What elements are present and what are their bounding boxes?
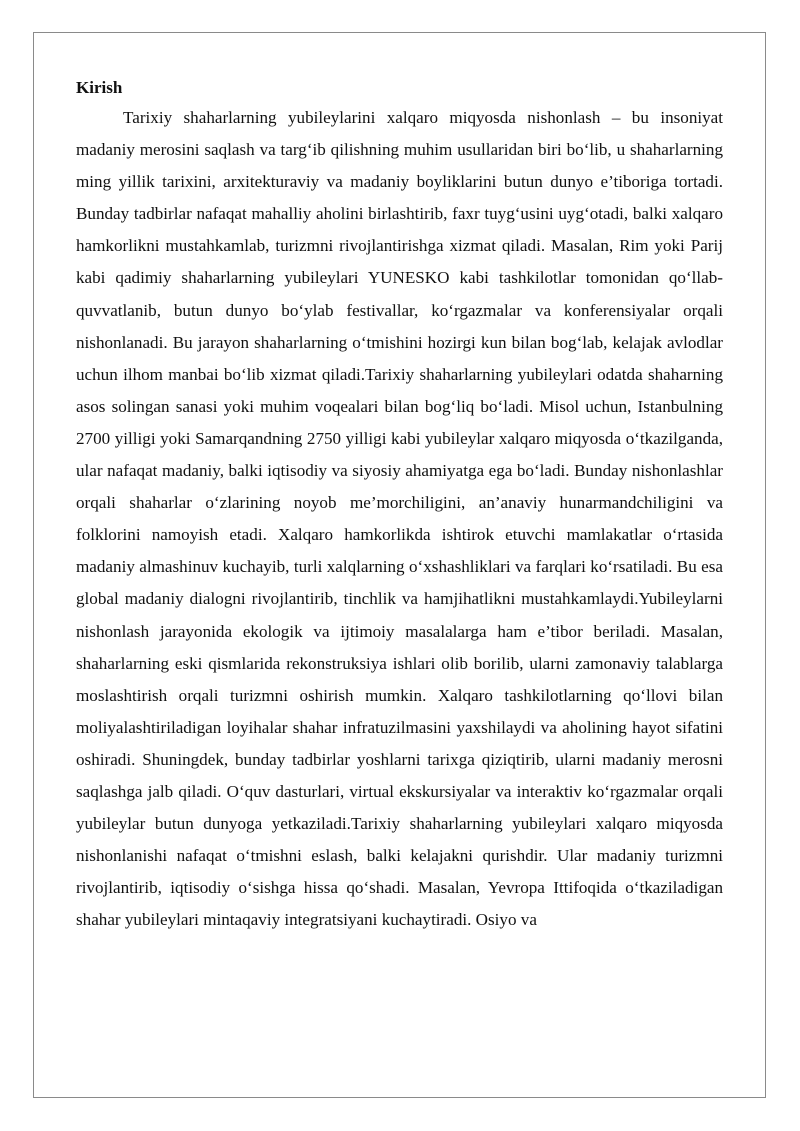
section-heading: Kirish [76,78,123,97]
document-body [76,74,723,936]
body-paragraph: Tarixiy shaharlarning yubileylarini xalqaro miqyosda nishonlash – bu insoniyat madaniy merosini saqlash va targ‘ib qilishning muhim usullaridan biri bo‘lib, u shaharlarning ming yillik tarixini, arxitekturaviy va madaniy boyliklarini butun dunyo e’tiboriga tortadi. Bunday tadbirlar nafaqat mahalliy aholini birlashtirib, faxr tuyg‘usini uyg‘otadi, balki xalqaro hamkorlikni mustahkamlab, turizmni rivojlantirishga xizmat qiladi. Masalan, Rim yoki Parij kabi qadimiy shaharlarning yubileylari YUNESKO kabi tashkilotlar tomonidan qo‘llab-quvvatlanib, butun dunyo bo‘ylab festivallar, ko‘rgazmalar va konferensiyalar orqali nishonlanadi. Bu jarayon shaharlarning o‘tmishini hozirgi kun bilan bog‘lab, kelajak avlodlar uchun ilhom manbai bo‘lib xizmat qiladi.Tarixiy shaharlarning yubileylari odatda shaharning asos solingan sanasi yoki muhim voqealari bilan bog‘liq bo‘ladi. Misol uchun, Istanbulning 2700 yilligi yoki Samarqandning 2750 yilligi kabi yubileylar xalqaro miqyosda o‘tkazilganda, ular nafaqat madaniy, balki iqtisodiy va siyosiy ahamiyatga ega bo‘ladi. Bunday nishonlashlar orqali shaharlar o‘zlarining noyob me’morchiligini, an’anaviy hunarmandchiligini va folklorini namoyish etadi. Xalqaro hamkorlikda ishtirok etuvchi mamlakatlar o‘rtasida madaniy almashinuv kuchayib, turli xalqlarning o‘xshashliklari va farqlari ko‘rsatiladi. Bu esa global madaniy dialogni rivojlantirib, tinchlik va hamjihatlikni mustahkamlaydi.Yubileylarni nishonlash jarayonida ekologik va ijtimoiy masalalarga ham e’tibor beriladi. Masalan, shaharlarning eski qismlarida rekonstruksiya ishlari olib borilib, ularni zamonaviy talablarga moslashtirish orqali turizmni oshirish mumkin. Xalqaro tashkilotlarning qo‘llovi bilan moliyalashtiriladigan loyihalar shahar infratuzilmasini yaxshilaydi va aholining hayot sifatini oshiradi. Shuningdek, bunday tadbirlar yoshlarni tarixga qiziqtirib, ularni madaniy merosni saqlashga jalb qiladi. O‘quv dasturlari, virtual ekskursiyalar va interaktiv ko‘rgazmalar orqali yubileylar butun dunyoga yetkaziladi.Tarixiy shaharlarning yubileylari xalqaro miqyosda nishonlanishi nafaqat o‘tmishni eslash, balki kelajakni qurishdir. Ular madaniy turizmni rivojlantirib, iqtisodiy o‘sishga hissa qo‘shadi. Masalan, Yevropa Ittifoqida o‘tkaziladigan shahar yubileylari mintaqaviy integratsiyani kuchaytiradi. Osiyo va [76,108,723,930]
